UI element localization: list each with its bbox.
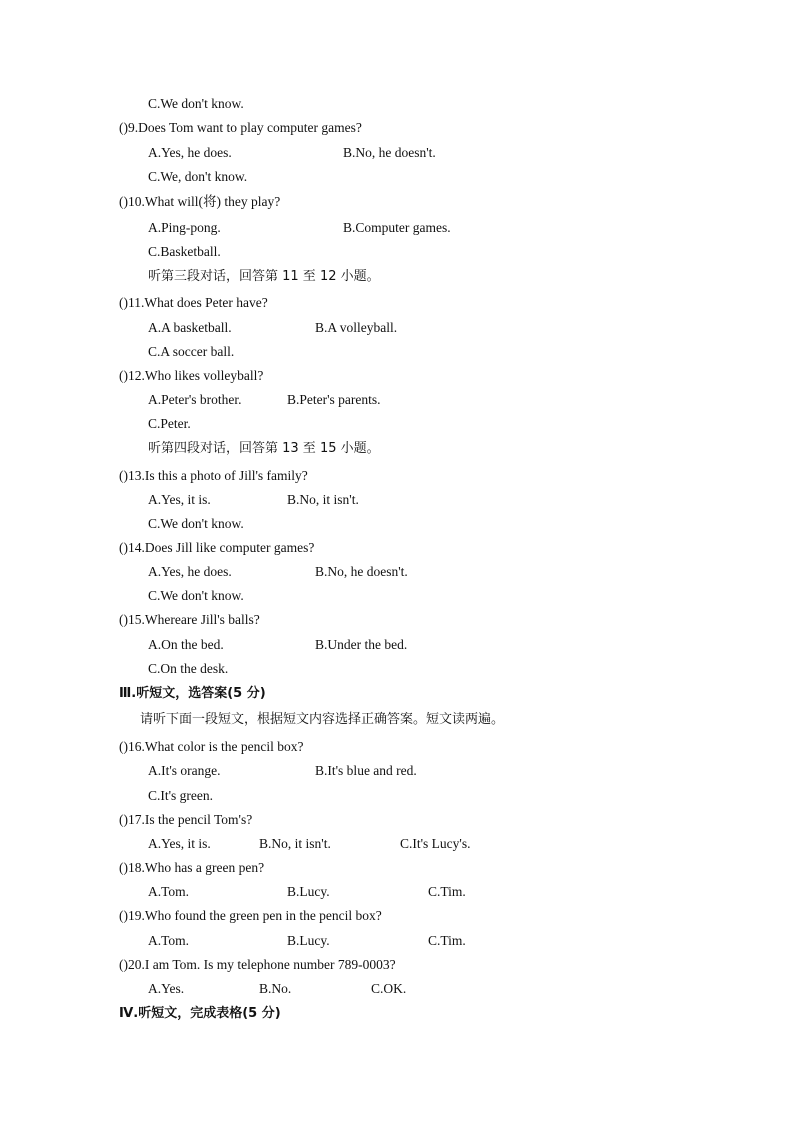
- q10-option-b: B.Computer games.: [343, 220, 451, 235]
- q12-option-b: B.Peter's parents.: [287, 392, 381, 407]
- q16-option-c: C.It's green.: [148, 788, 214, 803]
- q11-stem: ()11.What does Peter have?: [119, 295, 268, 310]
- q20-option-c: C.OK.: [371, 981, 407, 996]
- q11-option-c: C.A soccer ball.: [148, 344, 235, 359]
- q18-option-c: C.Tim.: [428, 884, 466, 899]
- q11-option-b: B.A volleyball.: [315, 320, 398, 335]
- q10-option-a: A.Ping-pong.: [148, 220, 221, 235]
- section3-title: Ⅲ.听短文，选答案(5 分): [119, 686, 266, 701]
- q9-option-c: C.We, don't know.: [148, 169, 248, 184]
- q18-option-a: A.Tom.: [148, 884, 190, 899]
- q17-stem: ()17.Is the pencil Tom's?: [119, 812, 253, 827]
- q17-option-c: C.It's Lucy's.: [400, 836, 471, 851]
- q14-option-c: C.We don't know.: [148, 588, 244, 603]
- part3-instruction: 听第三段对话，回答第 11 至 12 小题。: [148, 269, 380, 284]
- q16-option-a: A.It's orange.: [148, 763, 221, 778]
- q14-option-b: B.No, he doesn't.: [315, 564, 408, 579]
- q15-option-a: A.On the bed.: [148, 637, 224, 652]
- q15-option-b: B.Under the bed.: [315, 637, 408, 652]
- section4-title: Ⅳ.听短文，完成表格(5 分): [119, 1006, 281, 1021]
- part4-instruction: 听第四段对话，回答第 13 至 15 小题。: [148, 441, 380, 456]
- q15-stem: ()15.Whereare Jill's balls?: [119, 612, 260, 627]
- q9-option-a: A.Yes, he does.: [148, 145, 232, 160]
- q19-stem: ()19.Who found the green pen in the pencil box?: [119, 908, 382, 923]
- q16-stem: ()16.What color is the pencil box?: [119, 739, 304, 754]
- q9-stem: ()9.Does Tom want to play computer games?: [119, 120, 362, 135]
- q10-stem: ()10.What will(将) they play?: [119, 194, 281, 209]
- q19-option-c: C.Tim.: [428, 933, 466, 948]
- q17-option-a: A.Yes, it is.: [148, 836, 211, 851]
- q13-option-b: B.No, it isn't.: [287, 492, 359, 507]
- q19-option-a: A.Tom.: [148, 933, 190, 948]
- q9-option-b: B.No, he doesn't.: [343, 145, 436, 160]
- q12-option-c: C.Peter.: [148, 416, 191, 431]
- q15-option-c: C.On the desk.: [148, 661, 229, 676]
- q13-stem: ()13.Is this a photo of Jill's family?: [119, 468, 308, 483]
- q20-option-a: A.Yes.: [148, 981, 185, 996]
- q12-option-a: A.Peter's brother.: [148, 392, 242, 407]
- q20-option-b: B.No.: [259, 981, 292, 996]
- q14-stem: ()14.Does Jill like computer games?: [119, 540, 315, 555]
- q19-option-b: B.Lucy.: [287, 933, 330, 948]
- section3-instruction: 请听下面一段短文，根据短文内容选择正确答案。短文读两遍。: [140, 712, 505, 727]
- q11-option-a: A.A basketball.: [148, 320, 232, 335]
- q18-stem: ()18.Who has a green pen?: [119, 860, 265, 875]
- q13-option-a: A.Yes, it is.: [148, 492, 211, 507]
- q10-option-c: C.Basketball.: [148, 244, 221, 259]
- q8-option-c: C.We don't know.: [148, 96, 244, 111]
- q17-option-b: B.No, it isn't.: [259, 836, 331, 851]
- q12-stem: ()12.Who likes volleyball?: [119, 368, 264, 383]
- q18-option-b: B.Lucy.: [287, 884, 330, 899]
- q13-option-c: C.We don't know.: [148, 516, 244, 531]
- q16-option-b: B.It's blue and red.: [315, 763, 417, 778]
- q20-stem: ()20.I am Tom. Is my telephone number 789-0003?: [119, 957, 396, 972]
- q14-option-a: A.Yes, he does.: [148, 564, 232, 579]
